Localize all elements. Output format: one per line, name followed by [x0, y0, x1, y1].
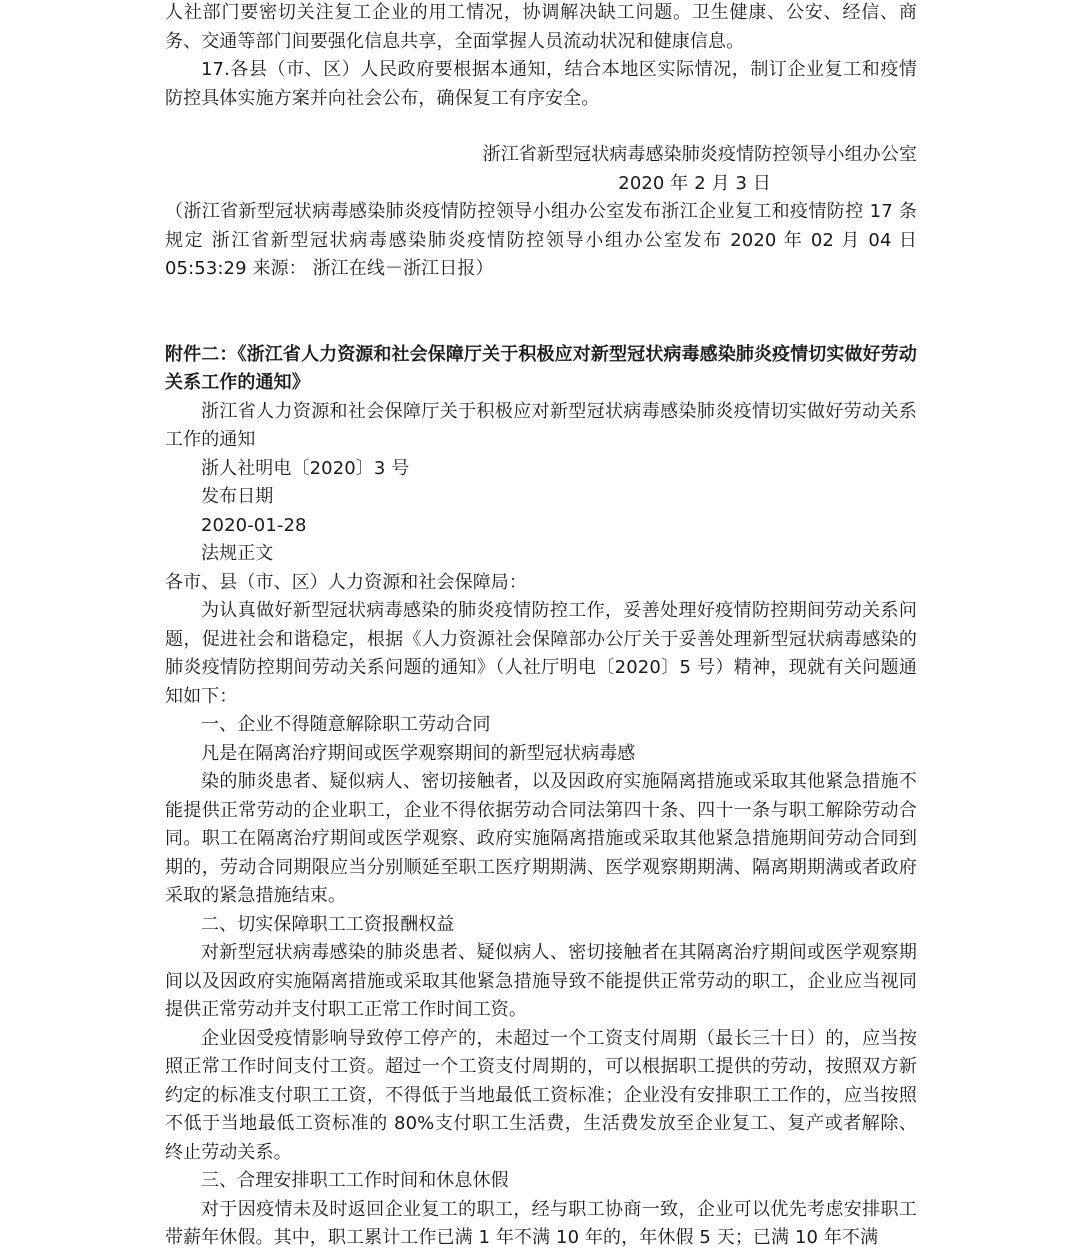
attachment-heading: 附件二：《浙江省人力资源和社会保障厅关于积极应对新型冠状病毒感染肺炎疫情切实做好劳动关系工作的通知》 [165, 343, 917, 393]
addressee: 各市、县（市、区）人力资源和社会保障局： [165, 571, 527, 593]
signature-org: 浙江省新型冠状病毒感染肺炎疫情防控领导小组办公室 [482, 144, 917, 165]
document-body [165, 0, 917, 1253]
body-label: 法规正文 [201, 543, 274, 564]
section-title: 三、合理安排职工工作时间和休息休假 [201, 1170, 509, 1191]
paragraph: 人社部门要密切关注复工企业的用工情况，协调解决缺工问题。卫生健康、公安、经信、商务、交通等部门间要强化信息共享，全面掌握人员流动状况和健康信息。 [165, 2, 917, 52]
paragraph: 企业因受疫情影响导致停工停产的，未超过一个工资支付周期（最长三十日）的，应当按照正常工作时间支付工资。超过一个工资支付周期的，可以根据职工提供的劳动，按照双方新约定的标准支付职工工资，不得低于当地最低工资标准；企业没有安排职工工作的，应当按照不低于当地最低工资标准的 80%支付职工生活费，生活费发放至企业复工、复产或者解除、终止劳动关系。 [165, 1027, 917, 1163]
paragraph: 对新型冠状病毒感染的肺炎患者、疑似病人、密切接触者在其隔离治疗期间或医学观察期间以及因政府实施隔离措施或采取其他紧急措施导致不能提供正常劳动的职工，企业应当视同提供正常劳动并支付职工正常工作时间工资。 [165, 942, 917, 1020]
paragraph: 凡是在隔离治疗期间或医学观察期间的新型冠状病毒感 [201, 742, 636, 764]
date-label: 发布日期 [201, 486, 274, 507]
notice-title: 浙江省人力资源和社会保障厅关于积极应对新型冠状病毒感染肺炎疫情切实做好劳动关系工作的通知 [165, 400, 917, 450]
source-note: （浙江省新型冠状病毒感染肺炎疫情防控领导小组办公室发布浙江企业复工和疫情防控 17 条规定 浙江省新型冠状病毒感染肺炎疫情防控领导小组办公室发布 2020 年 02 月 04 日 05:53:29 来源： 浙江在线－浙江日报） [165, 201, 917, 279]
doc-number: 浙人社明电〔2020〕3 号 [201, 457, 410, 479]
publish-date: 2020-01-28 [201, 514, 307, 536]
paragraph: 染的肺炎患者、疑似病人、密切接触者，以及因政府实施隔离措施或采取其他紧急措施不能提供正常劳动的企业职工，企业不得依据劳动合同法第四十条、四十一条与职工解除劳动合同。职工在隔离治疗期间或医学观察、政府实施隔离措施或采取其他紧急措施期间劳动合同到期的，劳动合同期限应当分别顺延至职工医疗期期满、医学观察期期满、隔离期期满或者政府采取的紧急措施结束。 [165, 771, 917, 906]
section-title: 二、切实保障职工工资报酬权益 [201, 913, 455, 935]
paragraph: 17.各县（市、区）人民政府要根据本通知，结合本地区实际情况，制订企业复工和疫情防控具体实施方案并向社会公布，确保复工有序安全。 [165, 59, 917, 109]
signature-date: 2020 年 2 月 3 日 [618, 172, 771, 194]
paragraph: 对于因疫情未及时返回企业复工的职工，经与职工协商一致，企业可以优先考虑安排职工带薪年休假。其中，职工累计工作已满 1 年不满 10 年的，年休假 5 天；已满 10 年不满 [165, 1198, 917, 1248]
paragraph: 为认真做好新型冠状病毒感染的肺炎疫情防控工作，妥善处理好疫情防控期间劳动关系问题，促进社会和谐稳定，根据《人力资源社会保障部办公厅关于妥善处理新型冠状病毒感染的肺炎疫情防控期间劳动关系问题的通知》（人社厅明电〔2020〕5 号）精神，现就有关问题通知如下： [165, 600, 917, 707]
section-title: 一、企业不得随意解除职工劳动合同 [201, 714, 491, 735]
